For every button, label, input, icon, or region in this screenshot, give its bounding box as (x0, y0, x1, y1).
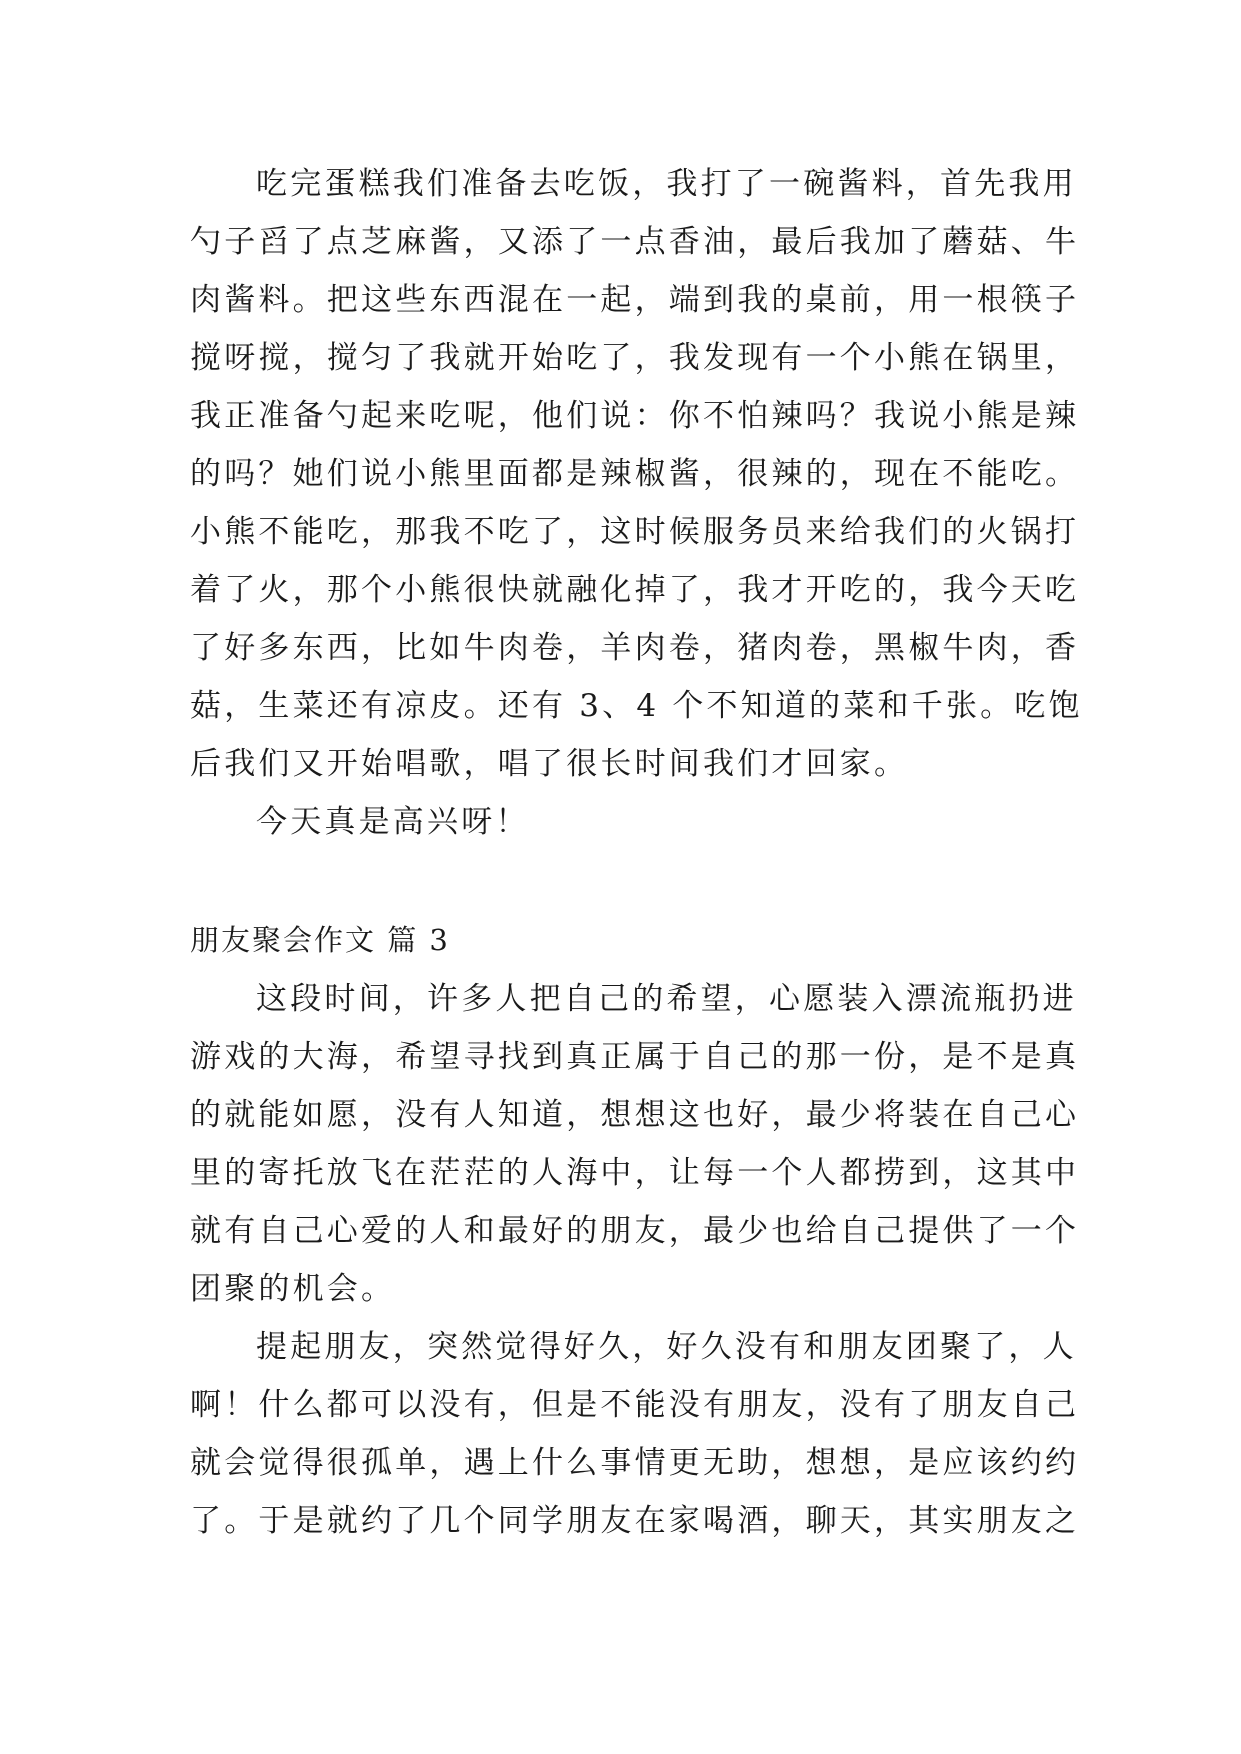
paragraph-line: 着了火，那个小熊很快就融化掉了，我才开吃的，我今天吃 (190, 572, 1080, 608)
paragraph-line: 啊！什么都可以没有，但是不能没有朋友，没有了朋友自己 (190, 1387, 1080, 1423)
paragraph-line: 吃完蛋糕我们准备去吃饭，我打了一碗酱料，首先我用 (256, 166, 1077, 202)
section-heading-block (190, 911, 1060, 969)
paragraph-line: 今天真是高兴呀！ (256, 804, 530, 840)
paragraph-line: 的吗？她们说小熊里面都是辣椒酱，很辣的，现在不能吃。 (190, 456, 1080, 492)
paragraph-line: 这段时间，许多人把自己的希望，心愿装入漂流瓶扔进 (256, 981, 1077, 1017)
paragraph-line: 我正准备勺起来吃呢，他们说：你不怕辣吗？我说小熊是辣 (190, 398, 1080, 434)
paragraph-line: 小熊不能吃，那我不吃了，这时候服务员来给我们的火锅打 (190, 514, 1080, 550)
paragraph-line: 游戏的大海，希望寻找到真正属于自己的那一份，是不是真 (190, 1039, 1080, 1075)
paragraph-line: 了好多东西，比如牛肉卷，羊肉卷，猪肉卷，黑椒牛肉，香 (190, 630, 1080, 666)
paragraph-line: 里的寄托放飞在茫茫的人海中，让每一个人都捞到，这其中 (190, 1155, 1080, 1191)
paragraph-line: 后我们又开始唱歌，唱了很长时间我们才回家。 (190, 746, 909, 782)
paragraph-line: 就会觉得很孤单，遇上什么事情更无助，想想，是应该约约 (190, 1445, 1080, 1481)
paragraph-line: 就有自己心爱的人和最好的朋友，最少也给自己提供了一个 (190, 1213, 1080, 1249)
paragraph-line: 团聚的机会。 (190, 1271, 396, 1307)
essay-section-bottom (190, 970, 1080, 1550)
paragraph-line: 肉酱料。把这些东西混在一起，端到我的桌前，用一根筷子 (190, 282, 1080, 318)
section-heading: 朋友聚会作文 篇 3 (190, 923, 450, 957)
paragraph-line: 了。于是就约了几个同学朋友在家喝酒，聊天，其实朋友之 (190, 1503, 1080, 1539)
paragraph-line: 搅呀搅，搅匀了我就开始吃了，我发现有一个小熊在锅里， (190, 340, 1080, 376)
paragraph-line: 勺子舀了点芝麻酱，又添了一点香油，最后我加了蘑菇、牛 (190, 224, 1080, 260)
paragraph-line: 的就能如愿，没有人知道，想想这也好，最少将装在自己心 (190, 1097, 1080, 1133)
paragraph-line: 提起朋友，突然觉得好久，好久没有和朋友团聚了，人 (256, 1329, 1077, 1365)
paragraph-line: 菇，生菜还有凉皮。还有 3、4 个不知道的菜和千张。吃饱 (190, 688, 1083, 724)
essay-section-top (190, 155, 1083, 851)
